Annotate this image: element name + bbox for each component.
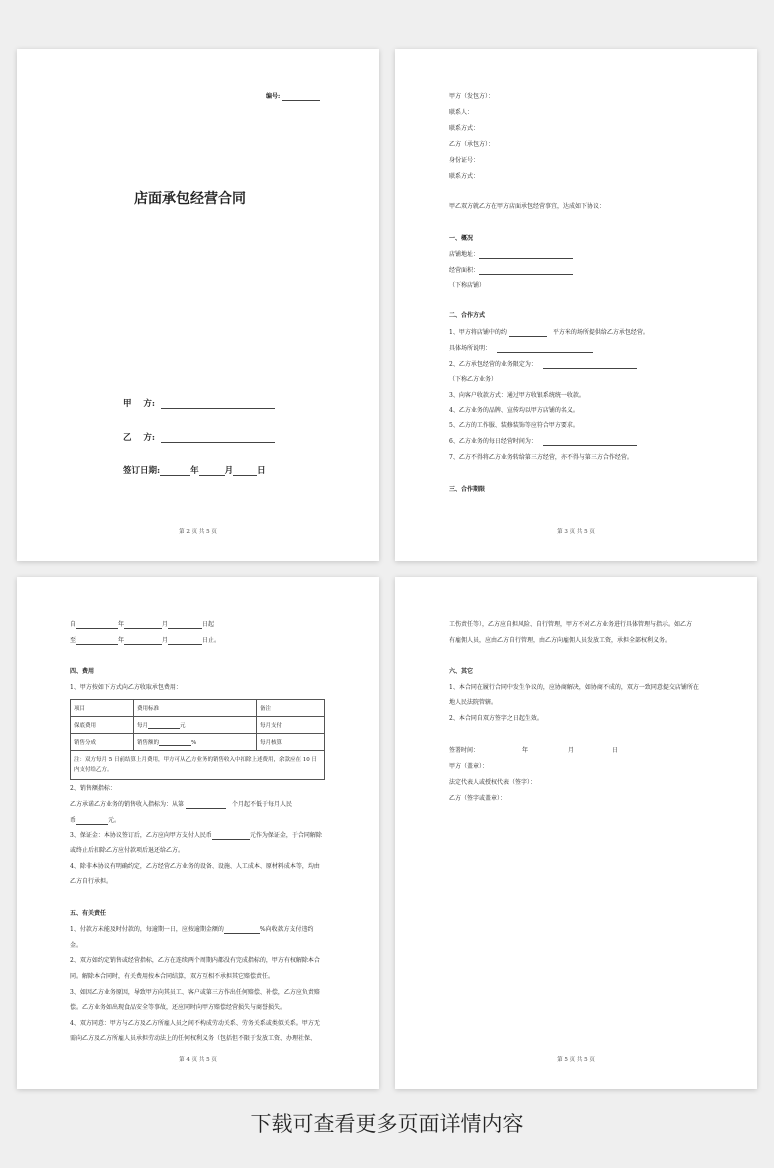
party-b-label: 乙 方: [123,433,155,443]
month-blank [124,621,162,629]
clause-4: 4、乙方业务的品牌、宣传均以甲方店铺的名义。 [449,407,579,414]
sign-date-row [123,464,266,476]
site-description-label: 具体场所说明： [449,345,492,352]
day-label: 日 [612,747,619,754]
section-heading: 四、费用 [70,668,95,675]
sales-target-heading: 2、销售额指标： [70,785,116,792]
clause-1 [449,329,649,337]
clause-text: 6、乙方业务的每日经营时间为： [449,438,537,445]
document-page-3 [17,577,379,1089]
sign-time-label: 签署时间： [449,747,480,754]
day-label: 日止。 [202,637,221,644]
clause-3: 3、向客户收款方式：通过甲方收银系统统一收款。 [449,392,585,399]
amount-blank [148,723,180,729]
table-cell: 保底费用 [71,717,134,734]
table-cell: 销售分成 [71,734,134,751]
liability-clause-cont: 偿。乙方业务如出现食品安全等事故，还应同时向甲方赔偿经营损失与商誉损失。 [70,1004,287,1011]
year-blank [76,637,118,645]
clause-text: 元。 [108,817,121,824]
year-label: 年 [190,466,199,476]
party-line: 联系方式： [449,125,480,132]
liability-clause: 3、如因乙方业务原因，导致甲方向其员工、客户或第三方作出任何赔偿、补偿，乙方应负责赔 [70,989,320,996]
document-page-cover [17,49,379,561]
section-heading: 二、合作方式 [449,312,486,319]
contract-number-blank [282,93,320,101]
sales-target-line [70,817,120,825]
shop-address-label: 店铺地址： [449,251,480,258]
legal-representative: 法定代表人或授权代表（签字）： [449,779,537,786]
clause-text: 平方米的场所提供给乙方承包经营。 [552,329,649,336]
costs-clause: 4、除非本协议有明确约定，乙方经营乙方业务的设备、设施、人工成本、原材料成本等，均由 [70,863,320,870]
party-a-seal: 甲方（盖章）： [449,763,489,770]
party-line: 甲方（发包方）： [449,93,495,100]
period-start-row [70,621,214,629]
year-label: 年 [118,637,125,644]
deposit-clause [70,832,322,840]
cell-text: 元 [180,723,186,729]
party-a-blank [161,401,275,409]
clause-5: 5、乙方的工作服、装修装饰等应符合甲方要求。 [449,422,579,429]
clause-text: 乙方承诺乙方业务的销售收入指标为：从第 [70,801,185,808]
fee-intro: 1、甲方按如下方式向乙方收取承包费用： [70,684,182,691]
table-note: 注：双方每月 5 日前结算上月费用，甲方可从乙方业务的销售收入中扣除上述费用，余款应在 10 日内支付给乙方。 [71,751,325,780]
party-a-row [123,397,275,409]
day-blank [233,468,257,476]
day-blank [168,637,202,645]
liability-clause: 4、双方同意：甲方与乙方及乙方所雇人员之间不构成劳动关系、劳务关系或类似关系。甲方无 [70,1020,320,1027]
business-area-blank [479,267,573,275]
liability-clause-cont: 同。解除本合同时，有关费用按本合同结算，双方互相不承担其它赔偿责任。 [70,973,275,980]
clause-6 [449,438,637,446]
section-heading: 五、有关责任 [70,910,107,917]
other-clause: 2、本合同自双方签字之日起生效。 [449,715,543,722]
clause-7: 7、乙方不得将乙方业务转给第三方经营，亦不得与第三方合作经营。 [449,454,633,461]
clause-2 [449,361,637,369]
business-area-label: 经营面积： [449,267,480,274]
contract-number-label: 编号: [266,93,281,100]
business-area-row [449,267,573,275]
shop-note: （下称店铺） [449,282,486,289]
sales-target-line [70,801,292,809]
page-footer: 第 2 页 共 5 页 [179,529,217,535]
from-label: 自 [70,621,77,628]
table-header-row [71,700,325,717]
other-clause-cont: 地人民法院管辖。 [449,699,498,706]
clause-2-note: （下称乙方业务） [449,376,498,383]
party-line: 乙方（承包方）： [449,141,495,148]
month-label: 月 [568,747,575,754]
cell-text: 销售额的 [137,740,160,746]
intro-paragraph: 甲乙双方就乙方在甲方店面承包经营事宜，达成如下协议： [449,203,606,210]
parties-block [449,93,494,189]
party-line: 联系人： [449,109,474,116]
page-footer: 第 3 页 共 5 页 [557,529,595,535]
day-label: 日起 [202,621,215,628]
year-label: 年 [522,747,529,754]
table-header-cell: 费用标准 [134,700,257,717]
cell-text: % [191,740,197,746]
document-page-2 [395,49,757,561]
contract-number-row [266,93,320,101]
section-heading: 三、合作期限 [449,486,486,493]
page-footer: 第 4 页 共 5 页 [179,1057,217,1063]
party-b-signature: 乙方（签字或盖章）： [449,795,507,802]
table-header-cell: 项目 [71,700,134,717]
shop-address-row [449,251,573,259]
other-clause: 1、本合同在履行合同中发生争议的，应协商解决，如协商不成的，双方一致同意提交店铺所在 [449,684,699,691]
rate-blank [224,926,260,934]
table-cell: 每月支付 [257,717,325,734]
clause-text: 元作为保证金，于合同解除 [249,832,322,839]
area-blank [509,329,547,337]
year-blank [160,468,190,476]
table-cell: 每月核算 [257,734,325,751]
table-cell [134,717,257,734]
sign-time-row [449,747,619,755]
month-blank [124,637,162,645]
table-row [71,717,325,734]
download-caption: 下载可查看更多页面详情内容 [250,1112,524,1136]
paragraph-line: 有雇佣人员，应由乙方自行管理，由乙方向雇佣人员发放工资，承担全部权利义务。 [449,637,672,644]
page-footer: 第 5 页 共 5 页 [557,1057,595,1063]
clause-text: 2、乙方承包经营的业务限定为： [449,361,537,368]
fee-table [70,699,325,780]
party-line: 联系方式： [449,173,480,180]
month-label: 月 [224,466,234,476]
clause-text: 1、甲方将店铺中的约 [449,329,507,336]
business-scope-blank [543,361,637,369]
cell-text: 每月 [137,723,149,729]
contract-title: 店面承包经营合同 [134,191,246,207]
percent-blank [159,740,191,746]
party-line: 身份证号： [449,157,480,164]
shop-address-blank [479,251,573,259]
clause-text: 币 [70,817,77,824]
table-row [71,734,325,751]
business-hours-blank [543,438,637,446]
section-heading: 六、其它 [449,668,474,675]
clause-text: 3、保证金：本协议签订后，乙方应向甲方支付人民币 [70,832,212,839]
clause-text: %向收款方支付违约 [259,926,314,933]
clause-text: 1、付款方未能及时付款的，每逾期一日，应按逾期金额的 [70,926,224,933]
day-label: 日 [257,466,266,476]
day-blank [168,621,202,629]
amount-blank [76,817,108,825]
to-label: 至 [70,637,77,644]
year-label: 年 [118,621,125,628]
paragraph-line: 工伤责任等），乙方应自担风险、自行管理，甲方不对乙方业务进行具体管理与指示。如乙方 [449,621,693,628]
deposit-clause-cont: 或终止后扣除乙方应付款项后退还给乙方。 [70,847,185,854]
party-a-label: 甲 方: [123,399,155,409]
costs-clause-cont: 乙方自行承担。 [70,878,113,885]
table-note-row [71,751,325,780]
party-b-row [123,431,275,443]
liability-clause-cont: 需向乙方及乙方所雇人员承担劳动法上的任何权利义务（包括但不限于发放工资、办理社保、 [70,1035,317,1042]
liability-clause [70,926,314,934]
month-label: 月 [162,637,169,644]
party-b-blank [161,435,275,443]
month-blank [199,468,225,476]
table-header-cell: 备注 [257,700,325,717]
section-heading: 一、概况 [449,235,474,242]
clause-text: 个月起不低于每月人民 [232,801,293,808]
liability-clause-cont: 金。 [70,942,83,949]
table-cell [134,734,257,751]
deposit-blank [212,832,250,840]
month-label: 月 [162,621,169,628]
site-description-blank [497,345,593,353]
sign-date-label: 签订日期: [123,466,161,476]
liability-clause: 2、双方如约定销售或经营指标，乙方在连续两个周期内都没有完成指标的，甲方有权解除本合 [70,957,320,964]
month-number-blank [186,801,226,809]
year-blank [76,621,118,629]
period-end-row [70,637,220,645]
site-description-row [449,345,593,353]
document-page-4 [395,577,757,1089]
